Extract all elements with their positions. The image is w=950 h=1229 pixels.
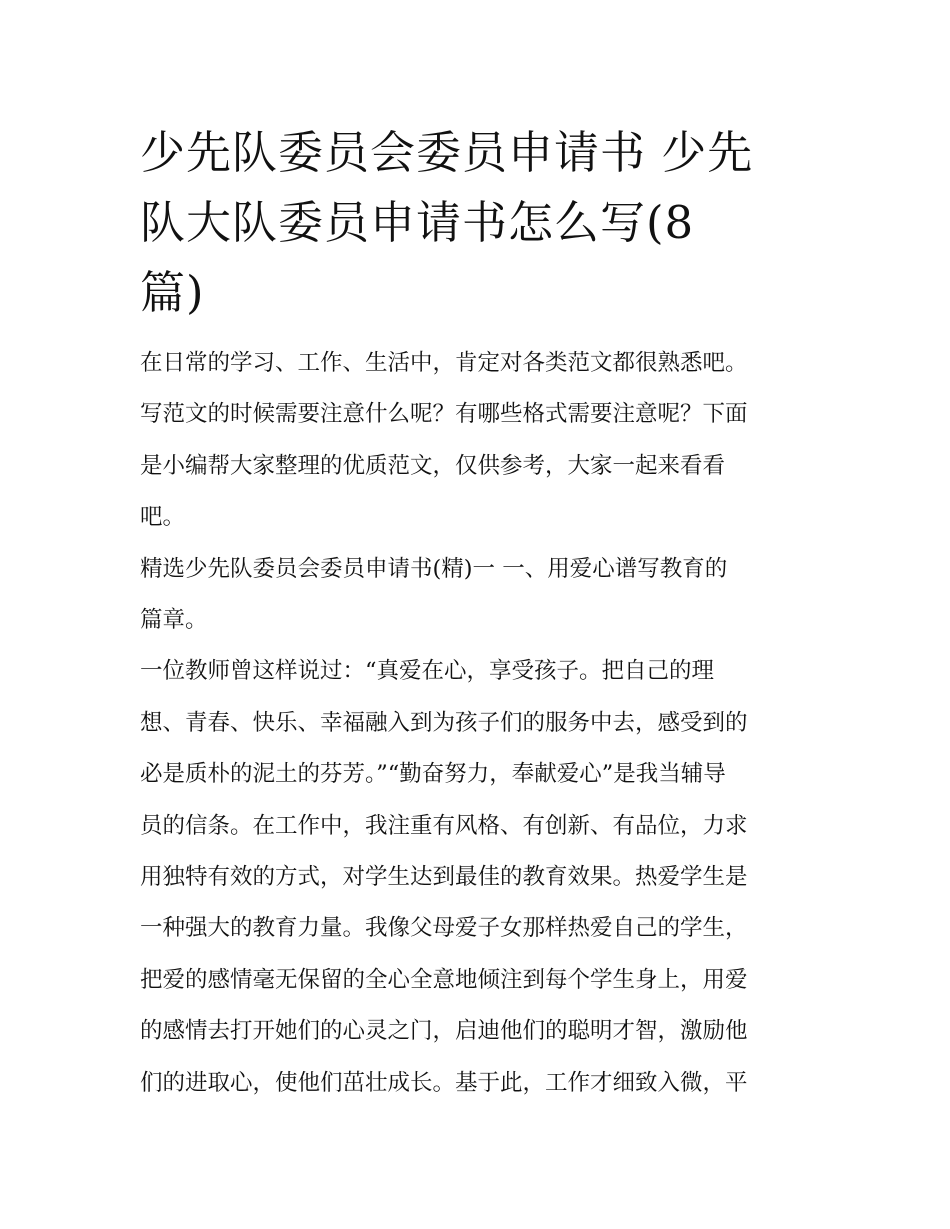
body-line: 写范文的时候需要注意什么呢？有哪些格式需要注意呢？下面	[140, 401, 748, 428]
document-page	[140, 118, 820, 1109]
body-line: 精选少先队委员会委员申请书(精)一 一、用爱心谱写教育的	[140, 555, 728, 582]
title-line: 队大队委员申请书怎么写(8	[140, 196, 695, 249]
body-line: 必是质朴的泥土的芬芳。”“勤奋努力，奉献爱心”是我当辅导	[140, 761, 726, 788]
document-title	[140, 118, 820, 328]
body-line: 吧。	[140, 504, 186, 531]
body-line: 一位教师曾这样说过：“真爱在心，享受孩子。把自己的理	[140, 658, 715, 685]
body-line: 一种强大的教育力量。我像父母爱子女那样热爱自己的学生，	[140, 915, 748, 942]
body-line: 在日常的学习、工作、生活中，肯定对各类范文都很熟悉吧。	[140, 350, 748, 376]
body-line: 员的信条。在工作中，我注重有风格、有创新、有品位，力求	[140, 812, 748, 839]
body-line: 们的进取心，使他们茁壮成长。基于此，工作才细致入微，平	[140, 1069, 748, 1096]
body-line: 的感情去打开她们的心灵之门，启迪他们的聪明才智，激励他	[140, 1018, 748, 1045]
body-line: 是小编帮大家整理的优质范文，仅供参考，大家一起来看看	[140, 452, 726, 479]
body-line: 想、青春、快乐、幸福融入到为孩子们的服务中去，感受到的	[140, 709, 748, 736]
document-body	[140, 338, 820, 1109]
body-line: 把爱的感情毫无保留的全心全意地倾注到每个学生身上，用爱	[140, 966, 748, 993]
body-line: 篇章。	[140, 607, 208, 634]
title-line: 篇)	[140, 266, 205, 319]
title-line: 少先队委员会委员申请书 少先	[140, 126, 754, 179]
body-line: 用独特有效的方式，对学生达到最佳的教育效果。热爱学生是	[140, 864, 748, 891]
